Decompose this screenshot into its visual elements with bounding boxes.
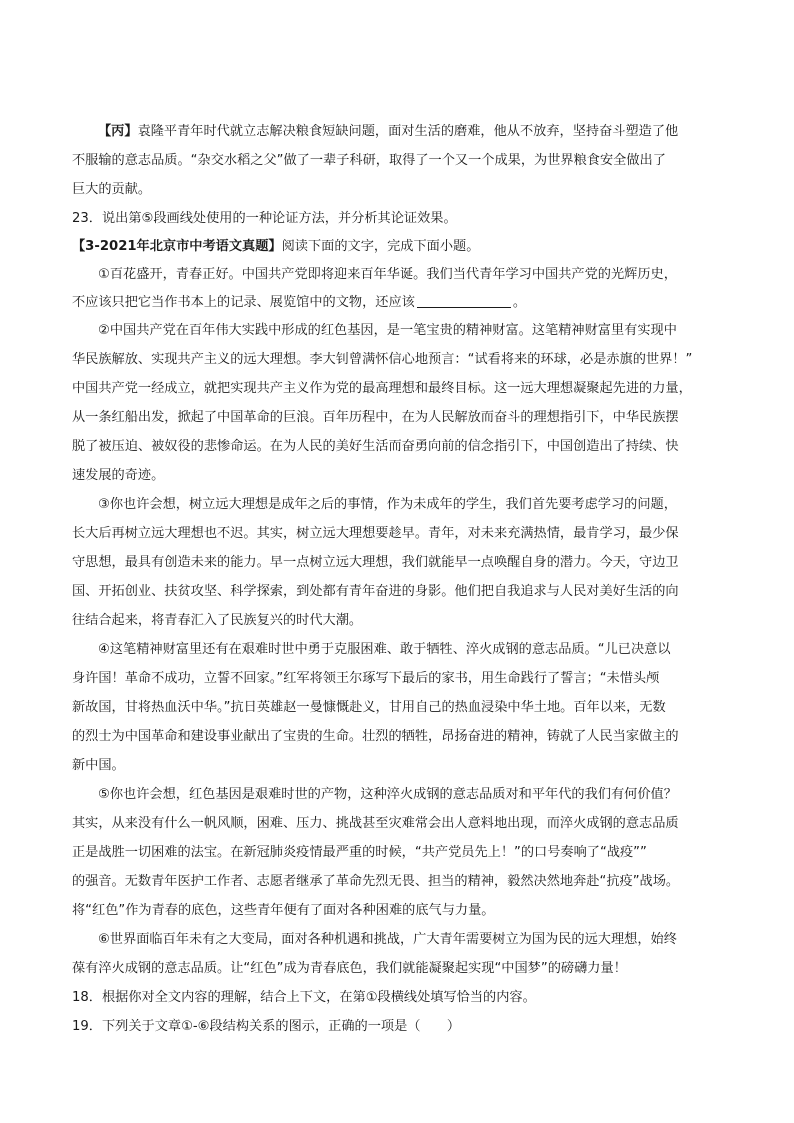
question-19: 19．下列关于文章①-⑥段结构关系的图示，正确的一项是（ ）	[72, 1019, 461, 1034]
passage-bing-line-2: 不服输的意志品质。“杂交水稻之父”做了一辈子科研，取得了一个又一个成果，为世界粮食安全做出了	[72, 153, 666, 168]
paragraph-1-line-2: 不应该只把它当作书本上的记录、展览馆中的文物，还应该 。	[72, 295, 527, 310]
source-instruction: 阅读下面的文字，完成下面小题。	[281, 239, 480, 254]
paragraph-5-line-5: 将“红色”作为青春的底色，这些青年便有了面对各种困难的底气与力量。	[72, 903, 495, 918]
paragraph-6-line-2: 葆有淬火成钢的意志品质。让“红色”成为青春底色，我们就能凝聚起实现“中国梦”的磅礴力量！	[72, 961, 627, 976]
paragraph-4-line-1: ④这笔精神财富里还有在艰难时世中勇于克服困难、敢于牺牲、淬火成钢的意志品质。“儿已决意以	[98, 642, 671, 657]
source-heading	[72, 237, 479, 257]
paragraph-2-line-4: 从一条红船出发，掀起了中国革命的巨浪。百年历程中，在为人民解放而奋斗的理想指引下，中华民族摆	[72, 410, 679, 425]
paragraph-2-line-2: 华民族解放、实现共产主义的远大理想。李大钊曾满怀信心地预言：“试看将来的环球，必是赤旗的世界！”	[72, 352, 693, 367]
paragraph-5-line-2: 其实，从来没有什么一帆风顺，困难、压力、挑战甚至灾难常会出人意料地出现，而淬火成钢的意志品质	[72, 816, 679, 831]
paragraph-1-line-1: ①百花盛开，青春正好。中国共产党即将迎来百年华诞。我们当代青年学习中国共产党的光辉历史，	[98, 267, 677, 282]
question-23: 23．说出第⑤段画线处使用的一种论证方法，并分析其论证效果。	[72, 211, 457, 226]
passage-bing-label: 【丙】	[98, 124, 138, 139]
paragraph-3-line-3: 守思想，最具有创造未来的能力。早一点树立远大理想，我们就能早一点唤醒自身的潜力。今天，守边卫	[72, 555, 679, 570]
paragraph-3-line-5: 往结合起来，将青春汇入了民族复兴的时代大潮。	[72, 613, 363, 628]
paragraph-4-line-4: 的烈士为中国革命和建设事业献出了宝贵的生命。壮烈的牺牲，昂扬奋进的精神，铸就了人民当家做主的	[72, 729, 679, 744]
paragraph-3-line-2: 长大后再树立远大理想也不迟。其实，树立远大理想要趁早。青年，对未来充满热情，最肯学习，最少保	[72, 526, 679, 541]
passage-bing-line-1: 【丙】袁隆平青年时代就立志解决粮食短缺问题，面对生活的磨难，他从不放弃，坚持奋斗塑造了他	[98, 124, 679, 139]
paragraph-2-line-6: 速发展的奇迹。	[72, 468, 165, 483]
paragraph-5-line-3: 正是战胜一切困难的法宝。在新冠肺炎疫情最严重的时候，“共产党员先上！”的口号奏响了“战疫””	[72, 845, 647, 860]
paragraph-4-line-5: 新中国。	[72, 758, 125, 773]
paragraph-2-line-1: ②中国共产党在百年伟大实践中形成的红色基因，是一笔宝贵的精神财富。这笔精神财富里有实现中	[98, 323, 677, 338]
paragraph-4-line-2: 身许国！革命不成功，立誓不回家。”红军将领王尔琢写下最后的家书，用生命践行了誓言；“未惜头颅	[72, 671, 660, 686]
paragraph-2-line-5: 脱了被压迫、被奴役的悲惨命运。在为人民的美好生活而奋勇向前的信念指引下，中国创造出了持续、快	[72, 439, 679, 454]
paragraph-3-line-4: 国、开拓创业、扶贫攻坚、科学探索，到处都有青年奋进的身影。他们把自我追求与人民对美好生活的向	[72, 584, 679, 599]
passage-bing-line-3: 巨大的贡献。	[72, 182, 152, 197]
paragraph-4-line-3: 新故国，甘将热血沃中华。”抗日英雄赵一曼慷慨赴义，甘用自己的热血浸染中华土地。百年以来，无数	[72, 700, 666, 715]
source-label: 【3-2021年北京市中考语文真题】	[72, 239, 282, 254]
paragraph-6-line-1: ⑥世界面临百年未有之大变局，面对各种机遇和挑战，广大青年需要树立为国为民的远大理想，始终	[98, 932, 677, 947]
paragraph-3-line-1: ③你也许会想，树立远大理想是成年之后的事情，作为未成年的学生，我们首先要考虑学习的问题，	[98, 497, 677, 512]
question-18: 18．根据你对全文内容的理解，结合上下文，在第①段横线处填写恰当的内容。	[72, 990, 536, 1005]
paragraph-5-line-4: 的强音。无数青年医护工作者、志愿者继承了革命先烈无畏、担当的精神，毅然决然地奔赴“抗疫”战场。	[72, 874, 680, 889]
paragraph-5-line-1: ⑤你也许会想，红色基因是艰难时世的产物，这种淬火成钢的意志品质对和平年代的我们有何价值？	[98, 787, 677, 802]
paragraph-2-line-3: 中国共产党一经成立，就把实现共产主义作为党的最高理想和最终目标。这一远大理想凝聚起先进的力量，	[72, 381, 692, 396]
fill-in-blank	[417, 293, 511, 308]
